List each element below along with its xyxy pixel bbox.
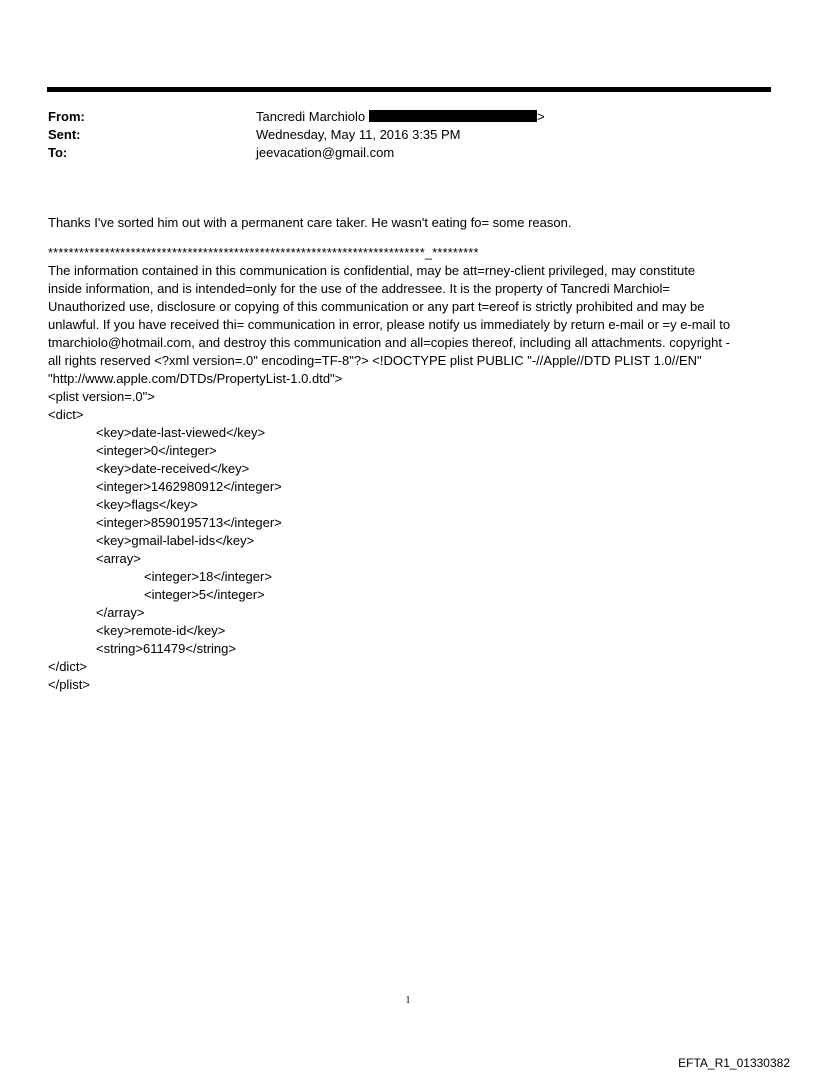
plist-line: <key>remote-id</key>: [96, 623, 226, 638]
plist-line: <integer>5</integer>: [144, 587, 265, 602]
from-row: [48, 108, 768, 126]
disclaimer-line: "http://www.apple.com/DTDs/PropertyList-1.0.dtd">: [48, 371, 343, 386]
redaction-box: [369, 110, 537, 122]
plist-line: <dict>: [48, 407, 84, 422]
plist-line: <integer>8590195713</integer>: [96, 515, 282, 530]
plist-line: </plist>: [48, 677, 90, 692]
plist-line: <plist version=.0">: [48, 389, 155, 404]
plist-line: <array>: [96, 551, 141, 566]
from-label: From:: [48, 109, 85, 124]
from-suffix: >: [537, 109, 545, 124]
separator-line: *************************************************************************_*********: [48, 246, 479, 260]
sent-label: Sent:: [48, 127, 81, 142]
document-id: EFTA_R1_01330382: [678, 1056, 790, 1070]
disclaimer: [48, 262, 772, 388]
disclaimer-line: Unauthorized use, disclosure or copying of this communication or any part t=ereof is strictly prohibited and may be: [48, 299, 705, 314]
plist-line: <integer>1462980912</integer>: [96, 479, 282, 494]
plist-line: </dict>: [48, 659, 88, 674]
email-body: [48, 214, 772, 694]
to-value: jeevacation@gmail.com: [256, 145, 395, 160]
disclaimer-line: tmarchiolo@hotmail.com, and destroy this communication and all=copies thereof, including all attachments. copyright -: [48, 335, 730, 350]
plist-line: <key>date-received</key>: [96, 461, 250, 476]
disclaimer-line: The information contained in this communication is confidential, may be att=rney-client privileged, may constitute: [48, 263, 696, 278]
plist-line: <key>gmail-label-ids</key>: [96, 533, 255, 548]
plist-line: <key>flags</key>: [96, 497, 198, 512]
page-number: 1: [405, 995, 411, 1006]
sent-row: [48, 126, 768, 144]
disclaimer-line: all rights reserved <?xml version=.0" encoding=TF-8"?> <!DOCTYPE plist PUBLIC "-//Apple//DTD PLIST 1.0//EN": [48, 353, 702, 368]
plist-line: <integer>0</integer>: [96, 443, 217, 458]
header-rule: [47, 87, 771, 92]
plist-line: <string>611479</string>: [96, 641, 236, 656]
disclaimer-line: inside information, and is intended=only for the use of the addressee. It is the property of Tancredi Marchiol=: [48, 281, 670, 296]
disclaimer-line: unlawful. If you have received thi= communication in error, please notify us immediately by return e-mail or =y e-mail to: [48, 317, 731, 332]
from-value-wrap: [256, 108, 545, 126]
to-row: [48, 144, 768, 162]
plist-block: [48, 388, 772, 694]
plist-line: <integer>18</integer>: [144, 569, 272, 584]
sent-value: Wednesday, May 11, 2016 3:35 PM: [256, 127, 461, 142]
to-label: To:: [48, 145, 68, 160]
plist-line: <key>date-last-viewed</key>: [96, 425, 266, 440]
from-value: Tancredi Marchiolo: [256, 109, 366, 124]
message-text: Thanks I've sorted him out with a permanent care taker. He wasn't eating fo= some reason.: [48, 215, 572, 230]
email-header: [48, 108, 768, 162]
plist-line: </array>: [96, 605, 145, 620]
